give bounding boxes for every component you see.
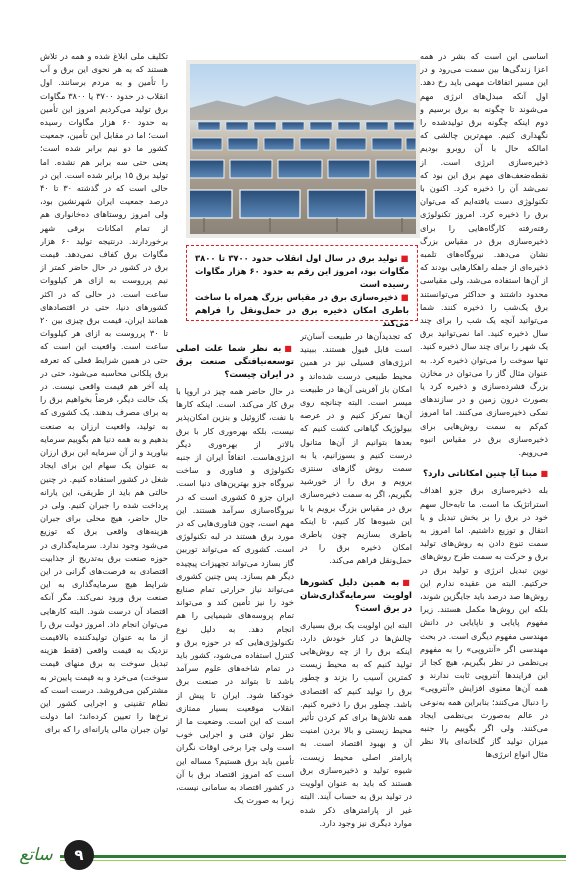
paragraph: اساسی این است که بشر در همه اعزا زندگی‌ها بین سمت می‌رود و در این مسیر اتفاقات مهمی باید رخ دهد. اول آنکه مبدل‌های انرژی مهم می‌شوند تا چگونه به برق برسیم و دوم اینکه چگونه برق تولیدشده را نگهداری کنیم. مهم‌ترین چالشی که امالکه حال با آن روبرو بودیم ذخیره‌سازی انرژی است. از نقطه‌ضعف‌های مهم برق این بود که نمی‌شد آن را ذخیره کرد. اکنون با تکنولوژی دست یافته‌ایم که می‌توان برق را ذخیره کرد. امروز تکنولوژی رفته‌رفته کارگاه‌هایی را برای ذخیره‌سازی برق در مقیاس بزرگ نشان می‌دهد. نیروگاه‌های تلمبه ذخیره‌ای از جمله راهکارهایی بودند که از آن‌ها استفاده می‌شد، ولی مقیاسی محدود داشتند و حداکثر می‌توانستند برق یک‌شب را ذخیره کنند. شما می‌توانید آنچه یک شب را برای چند سال ذخیره کنید. اما نمی‌توانید برق یک شهر را برای چند سال ذخیره کنید. تنها سوخت را می‌توان ذخیره کرد. به عنوان مثال گاز را می‌توان در مخازن بزرگ فشرده‌سازی و ذخیره کرد یا بصورت درون زمین و در سازندهای نمکی ذخیره‌سازی می‌کنند. اما امروز کم‌کم به سمت روش‌هایی برای ذخیره‌سازی برق در مقیاس انبوه می‌رویم. xyxy=(420,51,548,458)
article-column-middle xyxy=(300,330,412,832)
section-heading: ■مبنا آیا چنین امکاناتی دارد؟ xyxy=(422,469,548,480)
footer-rule xyxy=(60,855,566,858)
paragraph: تکلیف ملی ابلاغ شده و همه در تلاش هستند که به هر نحوی این برق و آب را تأمین و به مردم برسانند. اول انقلاب در حدود ۳۷۰۰ یا ۳۸۰۰ مگاوات برق تولید می‌کردیم امروز این تأمین به حدود ۶۰ هزار مگاوات رسیده است؛ اما در مقابل این تأمین، جمعیت کشور ما دو نیم برابر شده است؛ یعنی حتی سه برابر هم نشده. اما تولید برق ۱۵ برابر شده است. این در حالی است که در گذشته ۳۰ تا ۴۰ درصد جمعیت ایران شهرنشین بود، ولی امروز روستاهای ده‌خانواری هم از تمام امکانات برقی شهر برخوردارند. درنتیجه تولید ۶۰ هزار مگاوات برق کفاف نمی‌دهد. قیمت برق در کشور در حال حاضر کمتر از نیم پرروست به ازای هر کیلووات ساعت است. در حالی که در اکثر کشورهای دنیا، حتی در اقتصادهای همانند ایران، قیمت برق چیزی بین ۲۰ تا ۳۰ پرروست به ازای هر کیلووات ساعت است. واقعیت این است که حتی در همین شرایط فعلی که تعرفه برق پلکانی محاسبه می‌شود، حتی در پله آخر هم قیمت واقعی نیست. در یک حالت دیگر، فرضاً بخواهیم برق را به برای مصرف بدهند. یک کشوری که به تولید، واقعیت ارزان به صنعت بدهیم و به همه دنیا هم بگوییم سرمایه بیاورید و از آن سرمایه این برق ارزان به عنوان یک سهام این برای ایجاد شغل در کشور استفاده کنیم. در چنین حالتی هم باید از طریقی، این یارانه پرداخت شده را جبران کنیم. ولی در حال حاضر، هیچ محلی برای جبران هزینه‌های واقعی برق که توزیع می‌شود وجود ندارد. سرمایه‌گذاری در حوزه صنعت برق به‌تدریج از جذابیت اقتصادی به فرصت‌های گرانی در این شرایط هیچ سرمایه‌گذاری به این صنعت برق ورود نمی‌کند. مگر آنکه اقتصاد آن درست شود. البته کارهایی می‌توان انجام داد. امروز دولت برق را از ما به عنوان تولیدکننده بالاقیمت نزدیک به قیمت واقعی (فقط هزینه تبدیل سوخت به برق منهای قیمت سوخت) می‌خرد و به قیمت پایین‌تر به مشترکین می‌فروشد. درست است که نظام تقنینی و اجرایی کشور این نرخ‌ها را تعیین کرده‌اند؛ اما دولت توان جبران مالی یارانه‌ای را که برای xyxy=(40,51,168,735)
red-square-icon: ■ xyxy=(284,344,294,353)
page-number: ۹ xyxy=(64,840,94,870)
paragraph: البته این اولویت یک برق بسیاری چالش‌ها در کنار خودش دارد، اینکه برق را از چه روش‌هایی تولید کنیم که به محیط زیست کمترین آسیب را بزند و چطور برق را تولید کنیم که اقتصادی باشد. چطور برق را ذخیره کنیم. همه تلاش‌ها برای کم کردن تأثیر محیط زیستی و بالا بردن امنیت آن و بهبود اقتصاد است. به پارامتر اصلی محیط زیست، شیوه تولید و ذخیره‌سازی برق هستند که باید به عنوان اولویت در تولید برق به حساب آیند. البته غیر از پارامترهای ذکر شده موارد دیگری نیز وجود دارد. xyxy=(300,619,412,828)
solar-farm-photo xyxy=(190,64,416,234)
paragraph: در حال حاضر همه چیز در اروپا با برق کار می‌کند. است. اینکه کارها با نفت، گازوئیل و بنزین امکان‌پذیر نیست، بلکه بهره‌وری کار با برق بالاتر از بهره‌وری دیگر انرژی‌هاست. اتفاقاً ایران از جنبه تکنولوژی و فناوری و ساخت نیروگاه جزو بهترین‌های دنیا است. ایران جزو ۵ کشوری است که در نیروگاه‌سازی سرآمد هستند. این مهم است، چون فناوری‌هایی که در مورد برق هستند در لبه تکنولوژی است. کشوری که می‌تواند توربین گاز بسازد می‌تواند تجهیزات پیچیده دیگر هم بسازد. پس چنین کشوری می‌تواند نیاز حرارتی تمام صنایع خود را نیز تأمین کند و می‌تواند تمام پروسه‌های شیمیایی را هم انجام دهد. به دلیل نوع تکنولوژی‌هایی که در حوزه برق و کنترل استفاده می‌شود، کشور باید در تمام شاخه‌های علوم سرآمد باشد تا بتواند در صنعت برق خودکفا شود. ایران تا پیش از انقلاب موقعیت بسیار ممتازی است که این است. وضعیت ما از نظر توان فنی و اجرایی خوب است ولی چرا برخی اوقات نگران تأمین باید برق هستیم؟ مساله این است که امروز اقتصاد برق با آن در کشور اقتصاد به سامانی نیست، زیرا به صورت یک xyxy=(176,386,294,806)
red-square-icon: ■ xyxy=(540,469,548,479)
article-column-right xyxy=(420,50,548,832)
top-margin xyxy=(0,0,586,44)
solar-panels-graphic xyxy=(190,64,416,234)
red-square-icon: ■ xyxy=(402,577,412,587)
callout-bullet: ■ذخیره‌سازی برق در مقیاس بزرگ همراه با ساخت باطری امکان ذخیره برق در حمل‌ونقل را فراهم می‌کند xyxy=(195,292,409,328)
article-column-center-left xyxy=(176,330,294,832)
magazine-logo: ساتع xyxy=(19,845,53,865)
red-square-icon: ■ xyxy=(400,292,409,302)
callout-box xyxy=(186,245,418,328)
section-heading: ■به همین دلیل کشورها اولویت سرمایه‌گذاری‌شان در برق است؟ xyxy=(300,577,412,614)
page-footer xyxy=(0,836,586,874)
callout-bullet: ■تولید برق در سال اول انقلاب حدود ۳۷۰۰ تا ۳۸۰۰ مگاوات بود، امروز این رقم به حدود ۶۰ هزار مگاوات رسیده است xyxy=(195,253,410,289)
red-square-icon: ■ xyxy=(400,253,409,263)
footer-rule-thin xyxy=(60,860,566,861)
article-column-left xyxy=(40,50,168,832)
section-heading: ■به نظر شما علت اصلی توسعه‌نیافتگی صنعت برق در ایران چیست؟ xyxy=(176,344,294,380)
paragraph: بله ذخیره‌سازی برق جزو اهداف استراتژیک ما است. ما تابه‌حال سهم خود در برق را بر بخش تبدیل و یا انتقال و توزیع داشتیم. اما امروز به سمت تنوع دادن به روش‌های تولید برق و حرکت به سمت طرح روش‌های نوین تبدیل انرژی و تولید برق در حرکتیم. البته من عقیده ندارم این روش‌ها صد درصد باید جایگزین شوند، بلکه این روش‌ها مکمل هستند. زیرا مفهوم پایایی و ناپایایی در دانش مهندسی مفهوم دیگری است. در بحث مهندسی اگر «آنتروپی» را به مفهوم بی‌نظمی در نظر بگیریم، هیچ کجا از این فرایندها آنتروپی ثابت ندارند و همه آن‌ها معنوی افزایش «آنتروپی» را دنبال می‌کنند؛ بنابراین همه به‌نوعی در عالم به‌صورت بی‌نظمی ایجاد می‌کنند. ولی اگر بگوییم را جنبه میزان تولید گاز گلخانه‌ای بالا نظر مثال انواع انرژی‌ها xyxy=(420,485,548,760)
paragraph: که تجدیدآن‌ها در طبیعت آسان‌تر است قابل قبول هستند. ببینید انرژی‌های فسیلی نیز در همین محیط طبیعی درست شده‌اند و امکان باز آفرینی آن‌ها در طبیعت میسر است. البته چنانچه روی آن‌ها تمرکز کنیم و در عرصه بیولوژیک گیاهانی کشت کنیم که بعدها بتوانیم از آن‌ها متانول درست کنیم و بسوزانیم، یا به سمت روش گازهای سنتزی برویم و برق را از خورشید بگیریم، اگر به سمت ذخیره‌سازی برق در مقیاس بزرگ برویم یا با این شیوه‌ها کار کنیم، تا اینکه باطری بسازیم چون باطری امکان ذخیره برق را در حمل‌ونقل فراهم می‌کند. xyxy=(300,331,412,566)
